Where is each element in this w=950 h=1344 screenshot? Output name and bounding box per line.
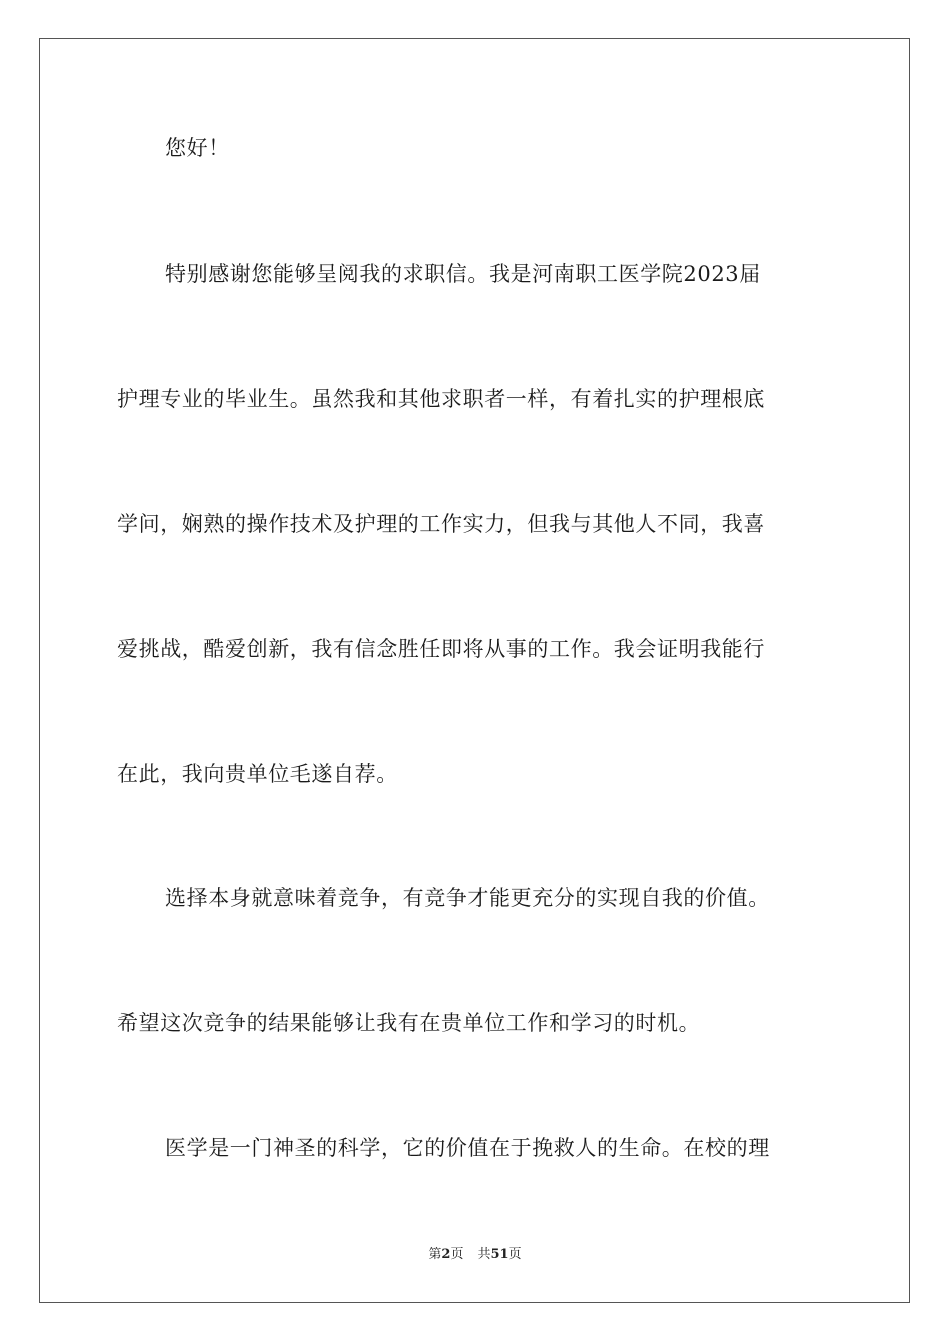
paragraph-line: 特别感谢您能够呈阅我的求职信。我是河南职工医学院2023届 [165, 262, 761, 286]
page-frame [39, 38, 910, 1303]
page-footer [0, 1246, 950, 1264]
paragraph-line: 护理专业的毕业生。虽然我和其他求职者一样，有着扎实的护理根底 [117, 387, 765, 411]
total-pages: 51 [490, 1247, 509, 1262]
paragraph-line: 在此，我向贵单位毛遂自荐。 [117, 762, 398, 786]
total-suffix: 页 [508, 1247, 522, 1262]
paragraph-line: 希望这次竞争的结果能够让我有在贵单位工作和学习的时机。 [117, 1011, 701, 1035]
total-prefix: 共 [477, 1247, 491, 1262]
paragraph-line: 爱挑战，酷爱创新，我有信念胜任即将从事的工作。我会证明我能行 [117, 637, 765, 661]
page-number: 2 [441, 1247, 451, 1262]
page-prefix: 第 [428, 1247, 442, 1262]
paragraph-line: 选择本身就意味着竞争，有竞争才能更充分的实现自我的价值。 [165, 886, 770, 910]
page-suffix: 页 [450, 1247, 464, 1262]
paragraph-line: 学问，娴熟的操作技术及护理的工作实力，但我与其他人不同，我喜 [117, 512, 765, 536]
greeting: 您好！ [165, 136, 230, 160]
paragraph-line: 医学是一门神圣的科学，它的价值在于挽救人的生命。在校的理 [165, 1136, 770, 1160]
